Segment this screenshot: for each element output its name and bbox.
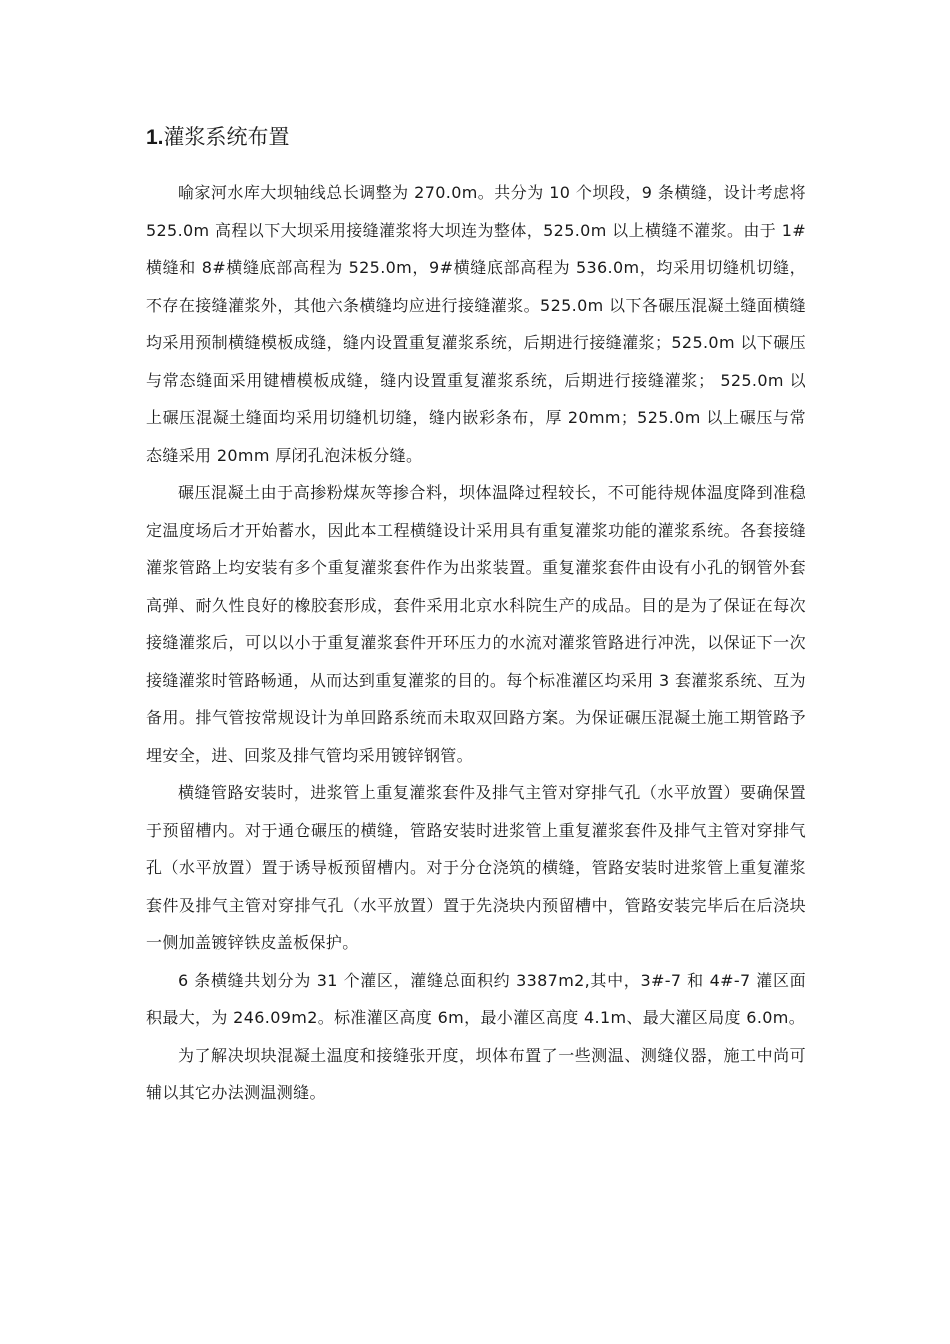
paragraph-3: 横缝管路安装时，进浆管上重复灌浆套件及排气主管对穿排气孔（水平放置）要确保置于预留槽内。对于通仓碾压的横缝，管路安装时进浆管上重复灌浆套件及排气主管对穿排气孔（水平放置）置于诱导板预留槽内。对于分仓浇筑的横缝，管路安装时进浆管上重复灌浆套件及排气主管对穿排气孔（水平放置）置于先浇块内预留槽中，管路安装完毕后在后浇块一侧加盖镀锌铁皮盖板保护。: [146, 783, 806, 952]
paragraph-4: 6 条横缝共划分为 31 个灌区，灌缝总面积约 3387m2,其中，3#-7 和 4#-7 灌区面积最大，为 246.09m2。标准灌区高度 6m，最小灌区高度 4.1m、最大灌区局度 6.0m。: [146, 970, 806, 1027]
section-number: 1.: [146, 126, 164, 149]
section-title: 灌浆系统布置: [163, 125, 290, 149]
body-text: [146, 174, 806, 1112]
paragraph-2: 碾压混凝土由于高掺粉煤灰等掺合料，坝体温降过程较长，不可能待规体温度降到准稳定温度场后才开始蓄水，因此本工程横缝设计采用具有重复灌浆功能的灌浆系统。各套接缝灌浆管路上均安装有多个重复灌浆套件作为出浆装置。重复灌浆套件由设有小孔的钢管外套高弹、耐久性良好的橡胶套形成，套件采用北京水科院生产的成品。目的是为了保证在每次接缝灌浆后，可以以小于重复灌浆套件开环压力的水流对灌浆管路进行冲洗，以保证下一次接缝灌浆时管路畅通，从而达到重复灌浆的目的。每个标准灌区均采用 3 套灌浆系统、互为备用。排气管按常规设计为单回路系统而未取双回路方案。为保证碾压混凝土施工期管路予埋安全，进、回浆及排气管均采用镀锌钢管。: [146, 483, 806, 765]
section-heading: [146, 122, 290, 153]
paragraph-1: 喻家河水库大坝轴线总长调整为 270.0m。共分为 10 个坝段，9 条横缝，设计考虑将 525.0m 高程以下大坝采用接缝灌浆将大坝连为整体，525.0m 以上横缝不灌浆。由于 1#横缝和 8#横缝底部高程为 525.0m，9#横缝底部高程为 536.0m，均采用切缝机切缝，不存在接缝灌浆外，其他六条横缝均应进行接缝灌浆。525.0m 以下各碾压混凝土缝面横缝均采用预制横缝模板成缝，缝内设置重复灌浆系统，后期进行接缝灌浆；525.0m 以下碾压与常态缝面采用键槽模板成缝，缝内设置重复灌浆系统，后期进行接缝灌浆； 525.0m 以上碾压混凝土缝面均采用切缝机切缝，缝内嵌彩条布，厚 20mm；525.0m 以上碾压与常态缝采用 20mm 厚闭孔泡沫板分缝。: [146, 183, 806, 465]
paragraph-5: 为了解决坝块混凝土温度和接缝张开度，坝体布置了一些测温、测缝仪器，施工中尚可辅以其它办法测温测缝。: [146, 1045, 806, 1102]
